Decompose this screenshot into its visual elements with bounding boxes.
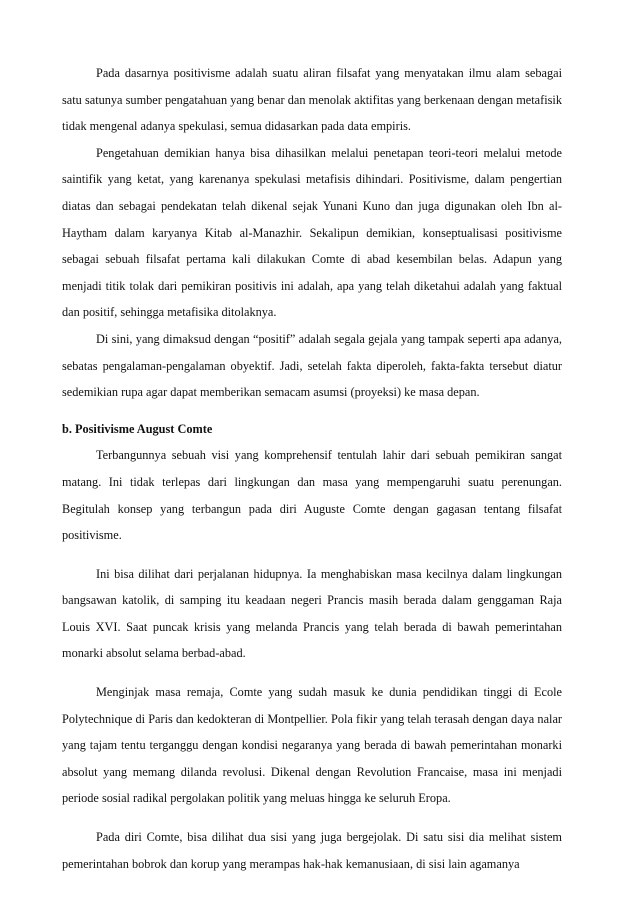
section-a	[62, 60, 562, 406]
section-b	[62, 416, 562, 878]
paragraph: Pada dasarnya positivisme adalah suatu aliran filsafat yang menyatakan ilmu alam sebagai satu satunya sumber pengatahuan yang benar dan menolak aktifitas yang berkenaan dengan metafisik tidak mengenal adanya spekulasi, semua didasarkan pada data empiris.	[62, 66, 562, 134]
paragraph: Ini bisa dilihat dari perjalanan hidupnya. Ia menghabiskan masa kecilnya dalam lingkungan bangsawan katolik, di samping itu keadaan negeri Prancis masih berada dalam genggaman Raja Louis XVI. Saat puncak krisis yang melanda Prancis yang telah berada di bawah pemerintahan monarki absolut selama berbad-abad.	[62, 566, 562, 661]
spacer	[62, 549, 562, 561]
spacer	[62, 812, 562, 824]
spacer	[62, 667, 562, 679]
paragraph: Pengetahuan demikian hanya bisa dihasilkan melalui penetapan teori-teori melalui metode saintifik yang ketat, yang karenanya spekulasi metafisis dihindari. Positivisme, dalam pengertian diatas dan sebagai pendekatan telah dikenal sejak Yunani Kuno dan juga digunakan oleh Ibn al-Haytham dalam karyanya Kitab al-Manazhir. Sekalipun demikian, konseptualisasi positivisme sebagai sebuah filsafat pertama kali dilakukan Comte di abad kesembilan belas. Adapun yang menjadi titik tolak dari pemikiran positivis ini adalah, apa yang telah diketahui adalah yang faktual dan positif, sehingga metafisika ditolaknya.	[62, 145, 562, 320]
spacer	[62, 406, 562, 416]
paragraph: Di sini, yang dimaksud dengan “positif” adalah segala gejala yang tampak seperti apa adanya, sebatas pengalaman-pengalaman obyektif. Jadi, setelah fakta diperoleh, fakta-fakta tersebut diatur sedemikian rupa agar dapat memberikan semacam asumsi (proyeksi) ke masa depan.	[62, 331, 562, 400]
paragraph: Terbangunnya sebuah visi yang komprehensif tentulah lahir dari sebuah pemikiran sangat matang. Ini tidak terlepas dari lingkungan dan masa yang mempengaruhi suatu perenungan. Begitulah konsep yang terbangun pada diri Auguste Comte dengan gagasan tentang filsafat positivisme.	[62, 448, 562, 543]
paragraph: Pada diri Comte, bisa dilihat dua sisi yang juga bergejolak. Di satu sisi dia melihat sistem pemerintahan bobrok dan korup yang merampas hak-hak kemanusiaan, di sisi lain agamanya	[62, 830, 562, 871]
paragraph: Menginjak masa remaja, Comte yang sudah masuk ke dunia pendidikan tinggi di Ecole Polytechnique di Paris dan kedokteran di Montpellier. Pola fikir yang telah terasah dengan daya nalar yang tajam tentu terganggu dengan kondisi negaranya yang berada di bawah pemerintahan monarki absolut yang memang dilanda revolusi. Dikenal dengan Revolution Francaise, masa ini menjadi periode sosial radikal pergolakan politik yang meluas hingga ke seluruh Eropa.	[62, 685, 562, 806]
section-heading: b. Positivisme August Comte	[62, 421, 213, 436]
